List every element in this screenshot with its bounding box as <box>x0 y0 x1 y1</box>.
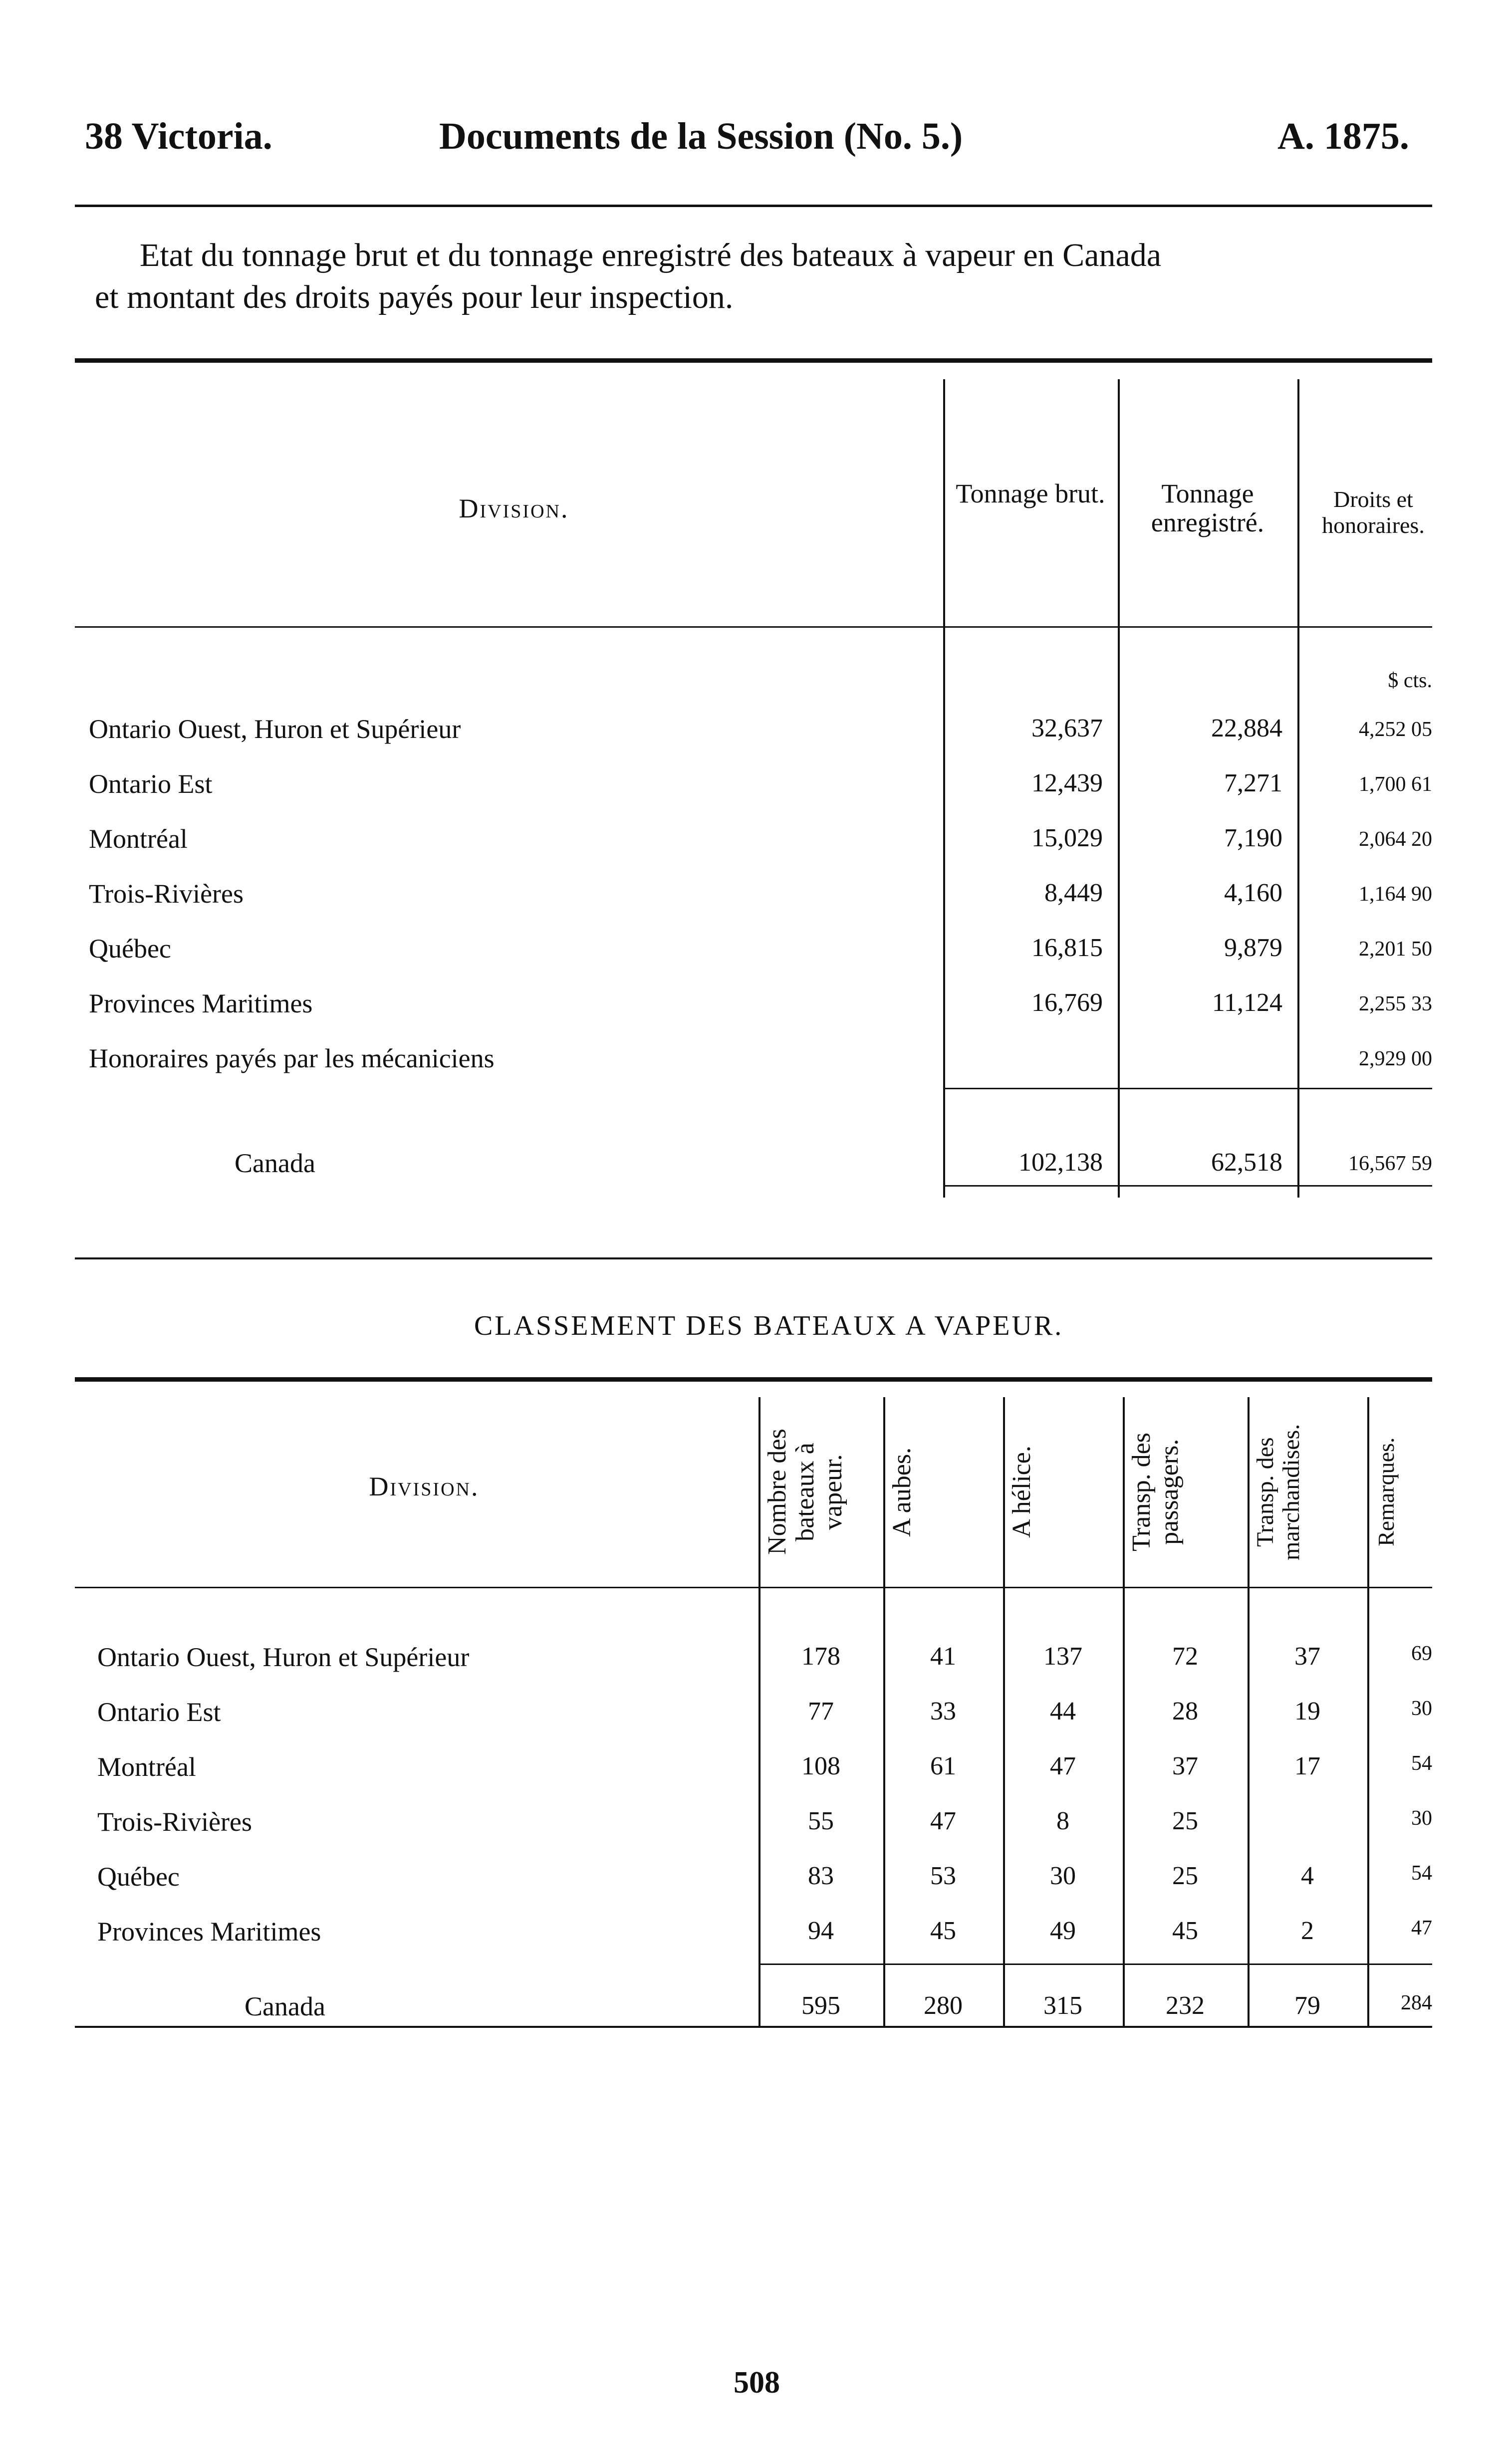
title-line-1: Etat du tonnage brut et du tonnage enregistré des bateaux à vapeur en Canada <box>140 237 1162 273</box>
col-header-division: Division. <box>459 493 569 523</box>
cell-helice: 44 <box>1050 1697 1076 1725</box>
cell-passagers: 72 <box>1172 1642 1198 1671</box>
row-label: Trois-Rivières <box>89 879 244 909</box>
cell-droits: 2,064 20 <box>1359 828 1432 851</box>
col-header-helice: A hélice. <box>1008 1446 1036 1538</box>
row-label: Ontario Ouest, Huron et Supérieur <box>89 714 461 744</box>
header-center: Documents de la Session (No. 5.) <box>439 115 963 157</box>
cell-brut: 15,029 <box>1031 824 1103 852</box>
col-divider <box>1297 379 1299 1198</box>
total-rule <box>943 1088 1432 1089</box>
cell-nombre: 55 <box>808 1807 834 1835</box>
row-label: Ontario Ouest, Huron et Supérieur <box>97 1642 470 1672</box>
col-divider <box>1367 1397 1369 2026</box>
cell-passagers: 45 <box>1172 1917 1198 1945</box>
total-enregistre: 62,518 <box>1211 1148 1282 1177</box>
col-divider <box>943 379 945 1198</box>
cell-enregistre: 7,190 <box>1224 824 1282 852</box>
total-underline <box>943 1185 1432 1187</box>
cell-helice: 30 <box>1050 1862 1076 1890</box>
section-rule <box>75 1257 1432 1259</box>
col-divider <box>883 1397 885 2026</box>
total-droits: 16,567 59 <box>1348 1152 1432 1175</box>
col-header-tonnage-brut: Tonnage brut. <box>956 479 1105 508</box>
cell-aubes: 53 <box>930 1862 956 1890</box>
cell-passagers: 28 <box>1172 1697 1198 1725</box>
total-nombre: 595 <box>801 1991 840 2020</box>
cell-marchandises: 4 <box>1301 1862 1314 1890</box>
cell-passagers: 37 <box>1172 1752 1198 1780</box>
section-title: CLASSEMENT DES BATEAUX A VAPEUR. <box>474 1310 1064 1341</box>
row-label: Ontario Est <box>97 1697 221 1727</box>
cell-marchandises: 19 <box>1294 1697 1320 1725</box>
cell-aubes: 33 <box>930 1697 956 1725</box>
cell-enregistre: 22,884 <box>1211 714 1282 742</box>
cell-droits: 1,700 61 <box>1359 773 1432 796</box>
row-label: Québec <box>89 934 171 964</box>
table-title <box>95 235 1442 318</box>
row-label: Montréal <box>97 1752 196 1782</box>
cell-enregistre: 7,271 <box>1224 769 1282 797</box>
cell-remarques: 54 <box>1411 1862 1432 1885</box>
title-line-2: et montant des droits payés pour leur inspection. <box>95 279 734 315</box>
cell-marchandises: 17 <box>1294 1752 1320 1780</box>
cell-remarques: 69 <box>1411 1642 1432 1665</box>
col-header-remarques: Remarques. <box>1373 1437 1399 1547</box>
col-header-passagers: Transp. des passagers. <box>1127 1433 1184 1551</box>
cell-nombre: 94 <box>808 1917 834 1945</box>
col-header-droits: Droits et honoraires. <box>1322 487 1425 538</box>
total-aubes: 280 <box>924 1991 963 2020</box>
row-label-total: Canada <box>245 1991 325 2021</box>
cell-droits: 2,929 00 <box>1359 1047 1432 1070</box>
cell-helice: 137 <box>1043 1642 1082 1671</box>
cell-passagers: 25 <box>1172 1807 1198 1835</box>
col-divider <box>1248 1397 1250 2026</box>
page-number: 508 <box>734 2366 780 2400</box>
row-label: Honoraires payés par les mécaniciens <box>89 1043 495 1073</box>
classement-bottom-rule <box>75 2026 1432 2028</box>
cell-remarques: 47 <box>1411 1917 1432 1940</box>
header-left: 38 Victoria. <box>85 115 272 157</box>
cell-enregistre: 11,124 <box>1212 988 1282 1017</box>
cell-nombre: 77 <box>808 1697 834 1725</box>
cell-helice: 47 <box>1050 1752 1076 1780</box>
row-label: Montréal <box>89 824 188 854</box>
col-header-division: Division. <box>369 1471 480 1501</box>
cell-aubes: 47 <box>930 1807 956 1835</box>
col-header-nombre: Nombre des bateaux à vapeur. <box>763 1429 847 1555</box>
cell-brut: 16,815 <box>1031 934 1103 962</box>
cell-brut: 8,449 <box>1044 879 1103 907</box>
col-header-marchandises: Transp. des marchandises. <box>1252 1424 1304 1560</box>
row-label: Provinces Maritimes <box>97 1917 321 1947</box>
col-divider <box>1123 1397 1125 2026</box>
cell-enregistre: 9,879 <box>1224 934 1282 962</box>
header-right: A. 1875. <box>1277 115 1409 157</box>
cell-remarques: 30 <box>1411 1697 1432 1720</box>
cell-droits: 4,252 05 <box>1359 718 1432 741</box>
cell-passagers: 25 <box>1172 1862 1198 1890</box>
cell-brut: 32,637 <box>1031 714 1103 742</box>
cell-nombre: 83 <box>808 1862 834 1890</box>
col-header-aubes: A aubes. <box>888 1447 916 1537</box>
cell-helice: 49 <box>1050 1917 1076 1945</box>
col-divider <box>1003 1397 1005 2026</box>
total-marchandises: 79 <box>1294 1991 1320 2020</box>
cell-nombre: 108 <box>801 1752 840 1780</box>
cell-remarques: 54 <box>1411 1752 1432 1775</box>
cell-droits: 2,201 50 <box>1359 938 1432 961</box>
col-header-tonnage-enregistre: Tonnage enregistré. <box>1151 479 1264 537</box>
cell-nombre: 178 <box>801 1642 840 1671</box>
total-helice: 315 <box>1043 1991 1082 2020</box>
total-brut: 102,138 <box>1018 1148 1103 1177</box>
unit-label-droits: $ cts. <box>1388 669 1432 692</box>
header-bottom-rule <box>75 626 1432 628</box>
classement-top-rule <box>75 1377 1432 1382</box>
classement-total-rule <box>758 1963 1432 1965</box>
classement-header-rule <box>75 1587 1432 1588</box>
cell-droits: 1,164 90 <box>1359 883 1432 906</box>
total-passagers: 232 <box>1166 1991 1205 2020</box>
cell-helice: 8 <box>1056 1807 1069 1835</box>
cell-aubes: 41 <box>930 1642 956 1671</box>
cell-enregistre: 4,160 <box>1224 879 1282 907</box>
cell-brut: 16,769 <box>1031 988 1103 1017</box>
cell-aubes: 61 <box>930 1752 956 1780</box>
cell-brut: 12,439 <box>1031 769 1103 797</box>
cell-marchandises: 2 <box>1301 1917 1314 1945</box>
cell-marchandises: 37 <box>1294 1642 1320 1671</box>
row-label: Québec <box>97 1862 180 1892</box>
row-label: Ontario Est <box>89 769 213 799</box>
header-rule <box>75 205 1432 207</box>
row-label-total: Canada <box>235 1148 315 1178</box>
total-remarques: 284 <box>1401 1991 1432 2014</box>
row-label: Provinces Maritimes <box>89 988 313 1018</box>
row-label: Trois-Rivières <box>97 1807 252 1837</box>
cell-remarques: 30 <box>1411 1807 1432 1830</box>
cell-aubes: 45 <box>930 1917 956 1945</box>
col-divider <box>1118 379 1120 1198</box>
cell-droits: 2,255 33 <box>1359 992 1432 1015</box>
col-divider <box>758 1397 760 2026</box>
title-rule <box>75 358 1432 363</box>
